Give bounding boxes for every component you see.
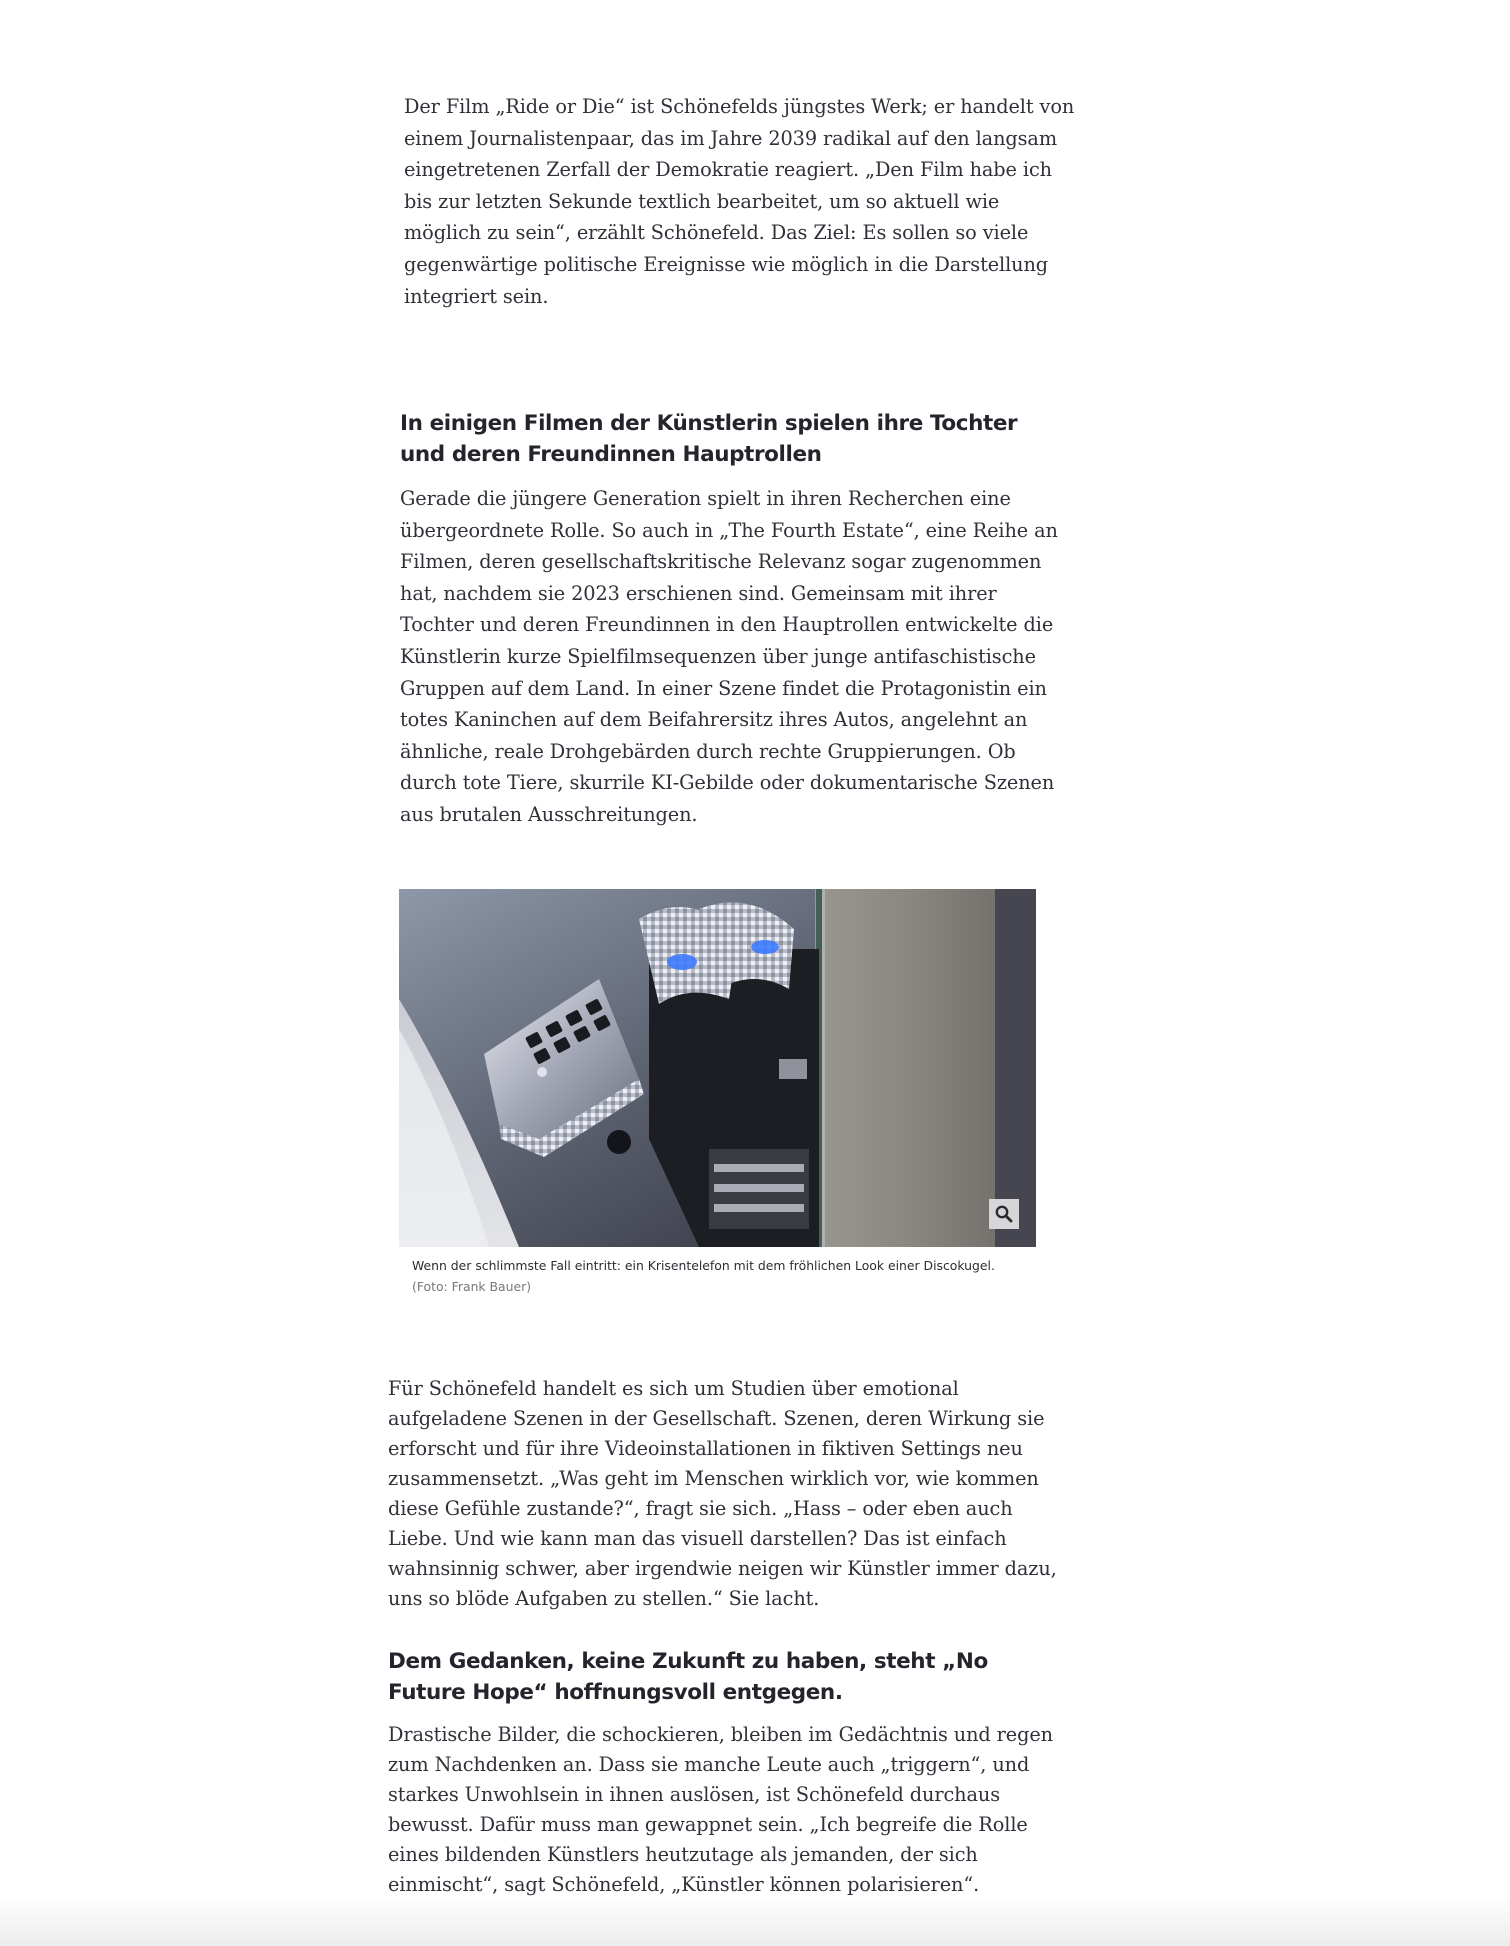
section-heading-tochter: In einigen Filmen der Künstlerin spielen ihre Tochter und deren Freundinnen Hauptrollen [400,411,1018,467]
magnifier-icon [994,1204,1014,1224]
bottom-scroll-shadow [0,1896,1510,1946]
zoom-image-button[interactable] [989,1199,1019,1229]
article-paragraph-drastische-bilder: Drastische Bilder, die schockieren, bleiben im Gedächtnis und regen zum Nachdenken an. Dass sie manche Leute auch „triggern“, und starkes Unwohlsein in ihnen auslösen, ist Schönefeld durchaus bewusst. Dafür muss man gewappnet sein. „Ich begreife die Rolle eines bildenden Künstlers heutzutage als jemanden, der sich einmischt“, sagt Schönefeld, „Künstler können polarisieren“. [388,1723,1053,1896]
disco-telephone-photo [399,889,1036,1247]
article-paragraph-ride-or-die: Der Film „Ride or Die“ ist Schönefelds jüngstes Werk; er handelt von einem Journalistenpaar, das im Jahre 2039 radikal auf den langsam eingetretenen Zerfall der Demokratie reagiert. „Den Film habe ich bis zur letzten Sekunde textlich bearbeitet, um so aktuell wie möglich zu sein“, erzählt Schönefeld. Das Ziel: Es sollen so viele gegenwärtige politische Ereignisse wie möglich in die Darstellung integriert sein. [404,95,1075,308]
article-photo-crisis-telephone[interactable] [399,889,1036,1247]
figure-caption [412,1255,1052,1297]
figure-caption-text: Wenn der schlimmste Fall eintritt: ein Krisentelefon mit dem fröhlichen Look einer Discokugel. [412,1258,995,1273]
article-paragraph-studien: Für Schönefeld handelt es sich um Studien über emotional aufgeladene Szenen in der Gesellschaft. Szenen, deren Wirkung sie erforscht und für ihre Videoinstallationen in fiktiven Settings neu zusammensetzt. „Was geht im Menschen wirklich vor, wie kommen diese Gefühle zustande?“, fragt sie sich. „Hass – oder eben auch Liebe. Und wie kann man das visuell darstellen? Das ist einfach wahnsinnig schwer, aber irgendwie neigen wir Künstler immer dazu, uns so blöde Aufgaben zu stellen.“ Sie lacht. [388,1377,1057,1610]
article-paragraph-fourth-estate: Gerade die jüngere Generation spielt in ihren Recherchen eine übergeordnete Rolle. So auch in „The Fourth Estate“, eine Reihe an Filmen, deren gesellschaftskritische Relevanz sogar zugenommen hat, nachdem sie 2023 erschienen sind. Gemeinsam mit ihrer Tochter und deren Freundinnen in den Hauptrollen entwickelte die Künstlerin kurze Spielfilmsequenzen über junge antifaschistische Gruppen auf dem Land. In einer Szene findet die Protagonistin ein totes Kaninchen auf dem Beifahrersitz ihres Autos, angelehnt an ähnliche, reale Drohgebärden durch rechte Gruppierungen. Ob durch tote Tiere, skurrile KI-Gebilde oder dokumentarische Szenen aus brutalen Ausschreitungen. [400,487,1058,826]
section-heading-no-future-hope: Dem Gedanken, keine Zukunft zu haben, steht „No Future Hope“ hoffnungsvoll entgegen. [388,1649,988,1705]
figure-photo-credit: (Foto: Frank Bauer) [412,1279,532,1294]
